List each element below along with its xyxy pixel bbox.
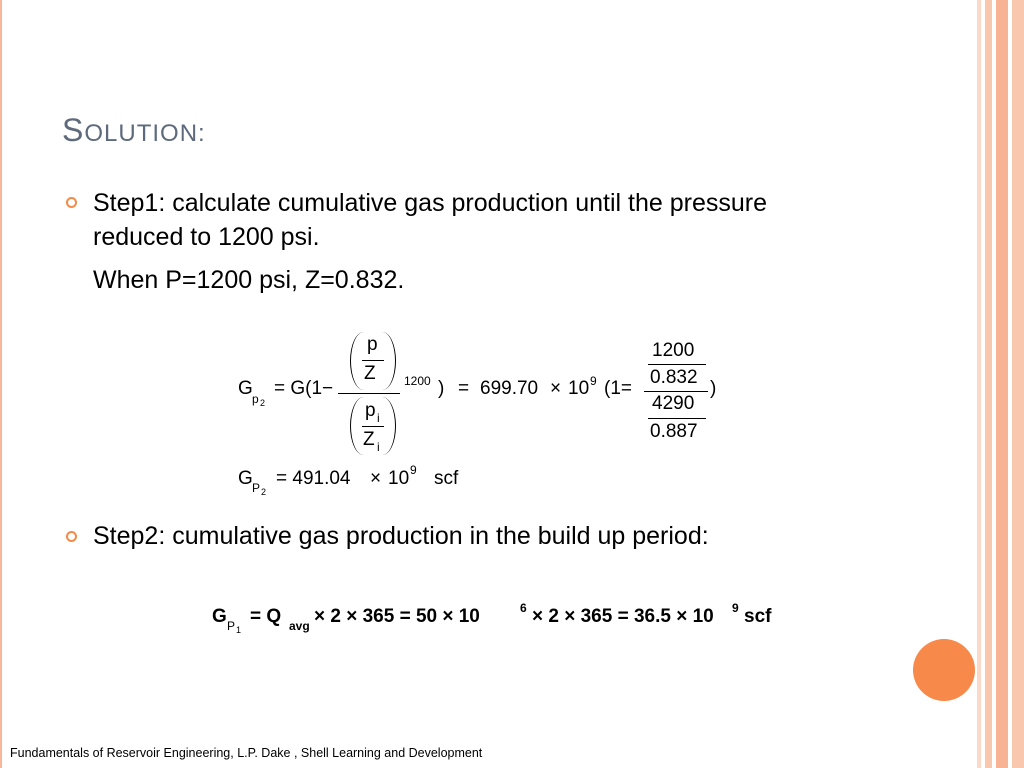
eq3-sub-1: 1 <box>236 625 242 635</box>
right-stripe-1 <box>977 0 981 768</box>
eq3-sub-avg: avg <box>289 619 310 633</box>
left-border-decoration <box>0 0 8 768</box>
eq3-unit: scf <box>744 606 772 627</box>
eq1-g: G <box>238 378 253 399</box>
eq3-part1: × 2 × 365 = 50 × 10 <box>314 606 480 627</box>
equation-gp2-result <box>238 463 498 497</box>
eq3-exp2: 9 <box>732 601 739 615</box>
eq1-sub-2: 2 <box>260 398 266 408</box>
eq1-close: ) <box>438 378 445 399</box>
frac-main-line <box>338 393 400 394</box>
title-rest: OLUTION: <box>84 120 206 147</box>
frac2-line-a <box>648 364 706 365</box>
eq1-times: × <box>550 378 562 399</box>
frac2-1200: 1200 <box>652 340 695 361</box>
eq2-unit: scf <box>434 468 459 489</box>
right-stripe-4 <box>1012 0 1024 768</box>
right-stripe-2 <box>985 0 992 768</box>
eq1-sub-p: p <box>252 392 259 406</box>
eq3-exp1: 6 <box>520 601 527 615</box>
frac-bottom-z-sub: i <box>377 440 380 454</box>
step1-line3: When P=1200 psi, Z=0.832. <box>93 266 405 294</box>
frac-bottom-p-sub: i <box>377 411 380 425</box>
eq1-close2: ) <box>710 378 717 399</box>
frac-top-p: p <box>367 334 378 355</box>
eq1-eq-sign: = <box>458 378 470 399</box>
bullet-icon-1 <box>66 197 77 208</box>
frac2-line-b <box>648 418 706 419</box>
title-first-letter: S <box>62 112 85 148</box>
eq3-eq-q: = Q <box>250 606 282 627</box>
frac-top-line <box>362 360 384 361</box>
decorative-circle <box>913 639 975 701</box>
frac2-0887: 0.887 <box>650 421 698 442</box>
pz-ratio-fraction <box>350 330 398 458</box>
eq1-ten: 10 <box>568 378 590 399</box>
equation-gp2-derivation <box>238 330 738 460</box>
eq1-rhs-start: = G(1− <box>274 378 334 399</box>
eq3-part2: × 2 × 365 = 36.5 × 10 <box>532 606 714 627</box>
frac-bottom-z: Z <box>363 429 375 450</box>
eq1-exp: 9 <box>590 374 597 388</box>
equation-gp1-buildup <box>212 601 792 638</box>
frac2-main-line <box>644 391 708 392</box>
eq2-rhs: = 491.04 <box>276 468 351 489</box>
eq2-exp: 9 <box>410 463 417 477</box>
eq2-sub-2: 2 <box>261 487 267 497</box>
eq1-coef: 699.70 <box>480 378 539 399</box>
eq2-g: G <box>238 468 253 489</box>
frac-top-z: Z <box>364 363 376 384</box>
eq1-open2: (1= <box>604 378 632 399</box>
eq1-pressure: 1200 <box>404 374 431 388</box>
numeric-ratio-fraction <box>644 338 708 456</box>
eq3-sub-P: P <box>227 619 236 633</box>
slide-title <box>62 112 206 149</box>
frac2-4290: 4290 <box>652 393 695 414</box>
eq3-g: G <box>212 606 227 627</box>
eq2-times: × <box>370 468 382 489</box>
bullet-icon-2 <box>66 531 77 542</box>
step2-line1: Step2: cumulative gas production in the build up period: <box>93 522 709 550</box>
eq2-ten: 10 <box>388 468 410 489</box>
step1-line2: reduced to 1200 psi. <box>93 223 320 251</box>
step1-line1: Step1: calculate cumulative gas production until the pressure <box>93 189 767 217</box>
eq2-sub-P: P <box>252 481 261 495</box>
frac2-0832: 0.832 <box>650 367 698 388</box>
frac-bottom-line <box>362 426 384 427</box>
footer-citation: Fundamentals of Reservoir Engineering, L.P. Dake , Shell Learning and Development <box>10 746 483 760</box>
right-stripe-3 <box>996 0 1008 768</box>
frac-bottom-p: p <box>365 400 376 421</box>
